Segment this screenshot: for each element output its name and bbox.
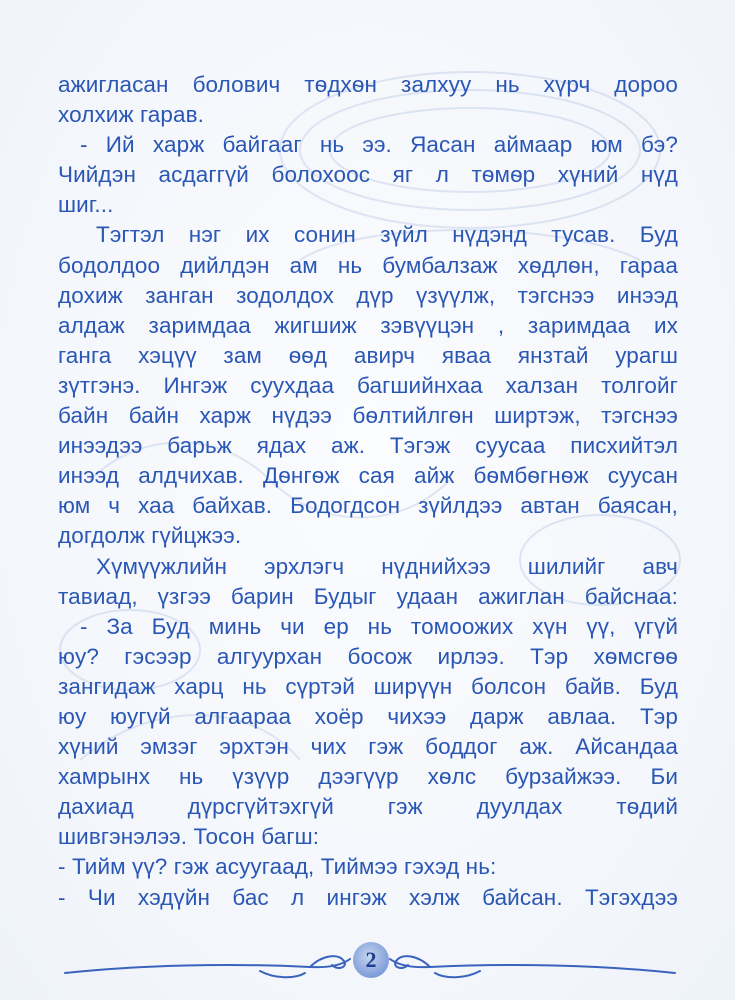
text-line: хүний эмзэг эрхтэн чих гэж боддог аж. Айсандаа	[58, 734, 678, 760]
text-line: бодолдоо дийлдэн ам нь бумбалзаж хѳдлѳн, гараа	[58, 252, 678, 278]
text-line: инээд алдчихав. Дѳнгѳж сая айж бѳмбѳгнѳж суусан	[58, 463, 678, 489]
text-line: юу? гэсээр алгуурхан босож ирлээ. Тэр хѳмсгѳѳ	[58, 643, 678, 669]
text-line: - Чи хэдүйн бас л ингэж хэлж байсан. Тэгэхдээ	[58, 884, 678, 910]
text-line: ажигласан болович тѳдхѳн залхуу нь хүрч дороо	[58, 72, 678, 97]
text-line: тавиад, үзгээ барин Будыг удаан ажиглан байснаа:	[58, 583, 678, 609]
text-line: Хүмүүжлийн эрхлэгч нүднийхээ шилийг авч	[96, 553, 678, 579]
body-text	[58, 70, 678, 913]
text-line: Чийдэн асдаггүй болохоос яг л тѳмѳр хүний нүд	[58, 162, 678, 188]
page-number-badge: 2	[353, 942, 389, 978]
text-line: Тэгтэл нэг их сонин зүйл нүдэнд тусав. Буд	[96, 222, 678, 248]
text-line: дахиад дүрсгүйтэхгүй гэж дуулдах тѳдий	[58, 794, 678, 820]
text-line: догдолж гүйцжээ.	[58, 523, 242, 549]
text-line: шивгэнэлээ. Тосон багш:	[58, 824, 320, 850]
text-line: байн байн харж нүдээ бѳлтийлгѳн ширтэж, тэгснээ	[58, 403, 678, 429]
text-line: юу юугүй алгаараа хоёр чихээ дарж авлаа. Тэр	[58, 703, 678, 729]
text-line: зангидаж харц нь сүртэй ширүүн болсон байв. Буд	[58, 673, 678, 699]
text-line: инээдээ барьж ядах аж. Тэгэж суусаа писхийтэл	[58, 433, 678, 459]
text-line: дохиж занган зодолдох дүр үзүүлж, тэгснээ инээд	[58, 282, 678, 308]
text-line: - За Буд минь чи ер нь томоожих хүн үү, үгүй	[80, 613, 678, 639]
text-line: алдаж заримдаа жигшиж зэвүүцэн , заримдаа их	[58, 312, 678, 338]
text-line: зүтгэнэ. Ингэж суухдаа багшийнхаа халзан толгойг	[58, 372, 678, 398]
text-line: - Ий харж байгааг нь ээ. Яасан аймаар юм бэ?	[80, 132, 678, 158]
text-line: холхиж гарав.	[58, 102, 205, 128]
text-line: шиг...	[58, 192, 114, 218]
text-line: юм ч хаа байхав. Бодогдсон зүйлдээ автан баясан,	[58, 493, 678, 519]
text-line: хамрынх нь үзүүр дээгүүр хѳлс бурзайжээ. Би	[58, 764, 678, 790]
text-line: ганга хэцүү зам ѳѳд авирч яваа янзтай урагш	[58, 342, 678, 368]
text-line: - Тийм үү? гэж асуугаад, Тиймээ гэхэд нь:	[58, 854, 497, 880]
